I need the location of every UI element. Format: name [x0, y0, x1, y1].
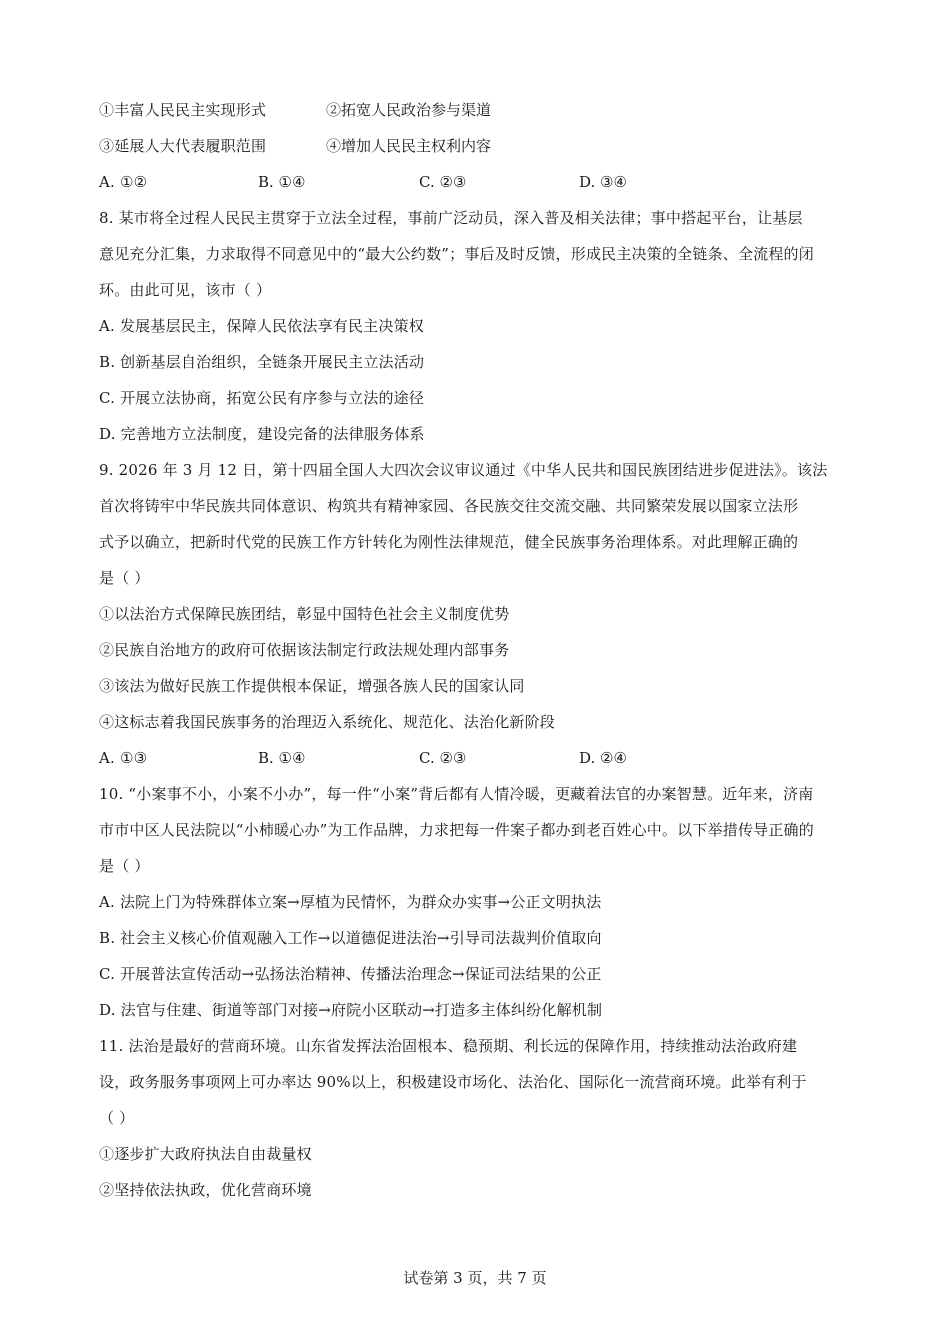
q7-choice-b: B. ①④ — [258, 173, 306, 191]
q8-stem-line-2: 意见充分汇集，力求取得不同意见中的“最大公约数”；事后及时反馈，形成民主决策的全链条、全流程的闭 — [99, 245, 814, 263]
q10-option-b: B. 社会主义核心价值观融入工作→以道德促进法治→引导司法裁判价值取向 — [99, 929, 602, 947]
q8-stem-line-3: 环。由此可见，该市（ ） — [99, 281, 272, 299]
q7-choice-a: A. ①② — [99, 173, 148, 191]
q9-statement-2: ②民族自治地方的政府可依据该法制定行政法规处理内部事务 — [99, 641, 510, 659]
q9-statement-4: ④这标志着我国民族事务的治理迈入系统化、规范化、法治化新阶段 — [99, 713, 556, 731]
q9-statement-3: ③该法为做好民族工作提供根本保证，增强各族人民的国家认同 — [99, 677, 525, 695]
q10-stem-line-2: 市市中区人民法院以“小柿暖心办”为工作品牌，力求把每一件案子都办到老百姓心中。以下举措传导正确的 — [99, 821, 814, 839]
q7-statement-3: ③延展人大代表履职范围 — [99, 137, 267, 155]
q11-stem-line-3: （ ） — [99, 1109, 135, 1127]
q8-option-c: C. 开展立法协商，拓宽公民有序参与立法的途径 — [99, 389, 425, 407]
q11-stem-line-2: 设，政务服务事项网上可办率达 90%以上，积极建设市场化、法治化、国际化一流营商环境。此举有利于 — [99, 1073, 807, 1091]
q7-statement-2: ②拓宽人民政治参与渠道 — [326, 101, 492, 119]
q10-option-d: D. 法官与住建、街道等部门对接→府院小区联动→打造多主体纠纷化解机制 — [99, 1001, 603, 1019]
q9-choice-b: B. ①④ — [258, 749, 306, 767]
q8-stem-line-1: 8. 某市将全过程人民民主贯穿于立法全过程，事前广泛动员，深入普及相关法律；事中搭起平台，让基层 — [99, 209, 803, 227]
q7-statement-4: ④增加人民民主权利内容 — [326, 137, 492, 155]
q8-option-a: A. 发展基层民主，保障人民依法享有民主决策权 — [99, 317, 424, 335]
q10-option-a: A. 法院上门为特殊群体立案→厚植为民情怀，为群众办实事→公正文明执法 — [99, 893, 602, 911]
q11-stem-line-1: 11. 法治是最好的营商环境。山东省发挥法治固根本、稳预期、利长远的保障作用，持续推动法治政府建 — [99, 1037, 798, 1055]
q9-stem-line-1: 9. 2026 年 3 月 12 日，第十四届全国人大四次会议审议通过《中华人民共和国民族团结进步促进法》。该法 — [99, 461, 828, 479]
q9-choice-c: C. ②③ — [419, 749, 467, 767]
q9-stem-line-2: 首次将铸牢中华民族共同体意识、构筑共有精神家园、各民族交往交流交融、共同繁荣发展以国家立法形 — [99, 497, 799, 515]
q8-option-b: B. 创新基层自治组织，全链条开展民主立法活动 — [99, 353, 425, 371]
q9-choice-d: D. ②④ — [579, 749, 627, 767]
q10-stem-line-3: 是（ ） — [99, 857, 150, 875]
q10-stem-line-1: 10. “小案事不小，小案不小办”，每一件“小案”背后都有人情冷暖，更藏着法官的办案智慧。近年来，济南 — [99, 785, 814, 803]
page-footer: 试卷第 3 页，共 7 页 — [403, 1269, 547, 1287]
q11-statement-1: ①逐步扩大政府执法自由裁量权 — [99, 1145, 312, 1163]
q9-statement-1: ①以法治方式保障民族团结，彰显中国特色社会主义制度优势 — [99, 605, 510, 623]
q7-statement-1: ①丰富人民民主实现形式 — [99, 101, 267, 119]
q9-stem-line-3: 式予以确立，把新时代党的民族工作方针转化为刚性法律规范，健全民族事务治理体系。对此理解正确的 — [99, 533, 799, 551]
q7-choice-d: D. ③④ — [579, 173, 627, 191]
q11-statement-2: ②坚持依法执政，优化营商环境 — [99, 1181, 312, 1199]
q7-choice-c: C. ②③ — [419, 173, 467, 191]
q8-option-d: D. 完善地方立法制度，建设完备的法律服务体系 — [99, 425, 425, 443]
q9-stem-line-4: 是（ ） — [99, 569, 150, 587]
q9-choice-a: A. ①③ — [99, 749, 148, 767]
q10-option-c: C. 开展普法宣传活动→弘扬法治精神、传播法治理念→保证司法结果的公正 — [99, 965, 602, 983]
